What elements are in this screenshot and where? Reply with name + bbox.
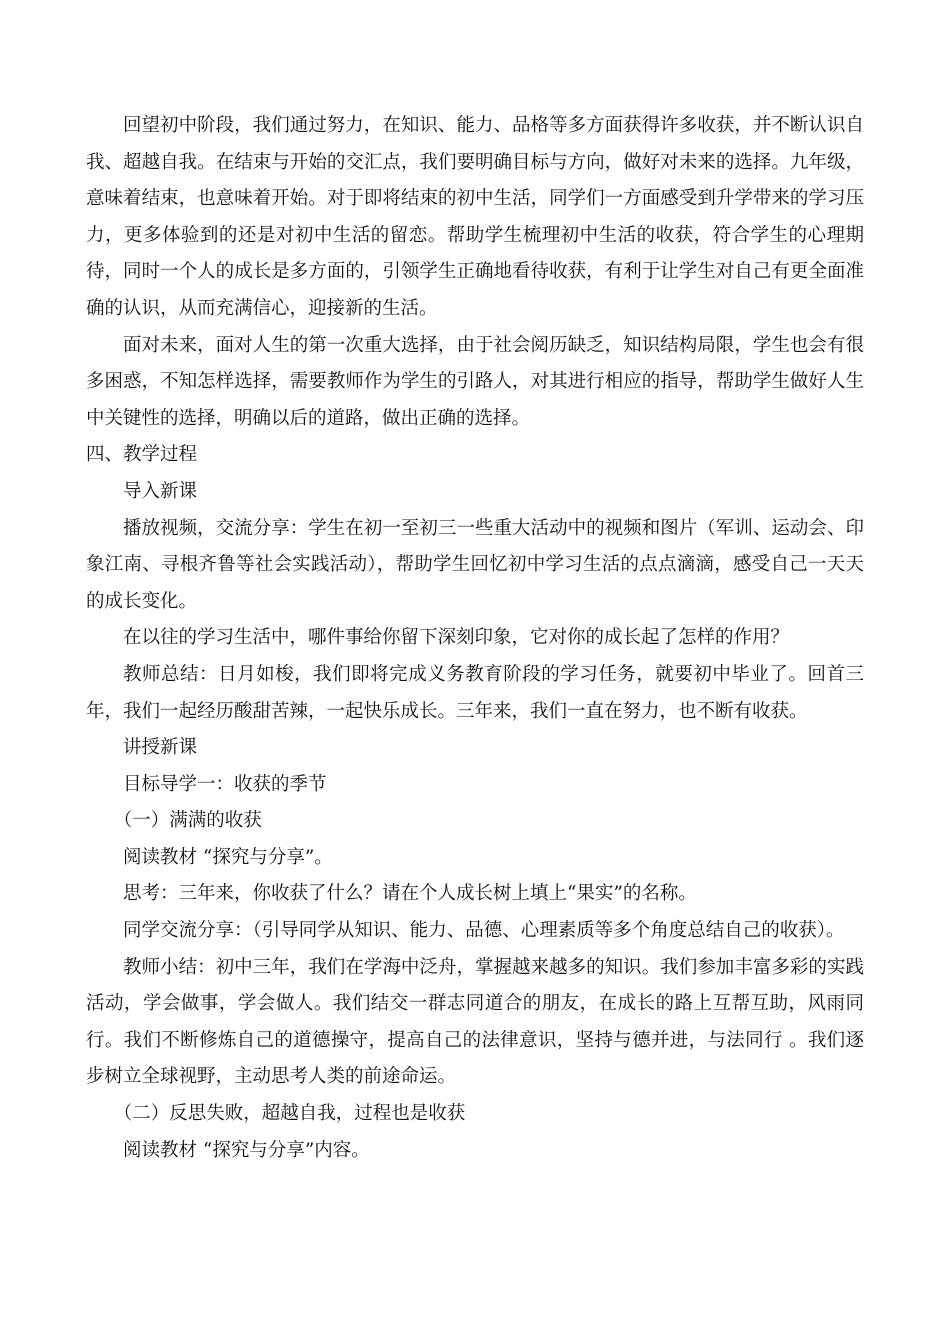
section-heading-teaching-process: 四、教学过程 [86,444,198,466]
subsection-heading-2: （二）反思失败，超越自我，过程也是收获 [113,1103,466,1125]
thinking-question-1: 思考：三年来，你收获了什么？请在个人成长树上填上“果实”的名称。 [123,883,697,905]
subsection-heading-1: （一）满满的收获 [113,810,262,832]
paragraph-teacher-summary: 教师总结：日月如梭，我们即将完成义务教育阶段的学习任务，就要初中毕业了。回首三年，我们一起经历酸甜苦辣，一起快乐成长。三年来，我们一直在努力，也不断有收获。 [86,663,864,722]
reading-instruction-1: 阅读教材 “探究与分享”。 [123,846,333,868]
paragraph-video: 播放视频，交流分享：学生在初一至初三一些重大活动中的视频和图片（军训、运动会、印象江南、寻根齐鲁等社会实践活动），帮助学生回忆初中学习生活的点点滴滴，感受自己一天天的成长变化。 [86,517,864,612]
subheading-intro: 导入新课 [123,480,198,502]
reading-instruction-2: 阅读教材 “探究与分享”内容。 [123,1139,370,1161]
teacher-summary-2: 教师小结：初中三年，我们在学海中泛舟，掌握越来越多的知识。我们参加丰富多彩的实践活动，学会做事，学会做人。我们结交一群志同道合的朋友，在成长的路上互帮互助，风雨同行。我们不断修炼自己的道德操守，提高自己的法律意识，坚持与德并进，与法同行 。我们逐步树立全球视野，主动思考人类的前途命运。 [86,956,864,1088]
goal-heading-1: 目标导学一：收获的季节 [123,773,327,795]
subheading-lecture: 讲授新课 [123,737,198,759]
paragraph-future: 面对未来，面对人生的第一次重大选择，由于社会阅历缺乏，知识结构局限，学生也会有很多困惑，不知怎样选择，需要教师作为学生的引路人，对其进行相应的指导，帮助学生做好人生中关键性的选择，明确以后的道路，做出正确的选择。 [86,334,864,429]
sharing-paragraph-1: 同学交流分享：（引导同学从知识、能力、品德、心理素质等多个角度总结自己的收获）。 [123,920,845,942]
paragraph-review: 回望初中阶段，我们通过努力，在知识、能力、品格等多方面获得许多收获，并不断认识自我、超越自我。在结束与开始的交汇点，我们要明确目标与方向，做好对未来的选择。九年级，意味着结束，也意味着开始。对于即将结束的初中生活，同学们一方面感受到升学带来的学习压力，更多体验到的还是对初中生活的留恋。帮助学生梳理初中生活的收获，符合学生的心理期待，同时一个人的成长是多方面的，引领学生正确地看待收获，有利于让学生对自己有更全面准确的认识，从而充满信心，迎接新的生活。 [86,115,864,319]
paragraph-question: 在以往的学习生活中，哪件事给你留下深刻印象，它对你的成长起了怎样的作用？ [123,627,790,649]
